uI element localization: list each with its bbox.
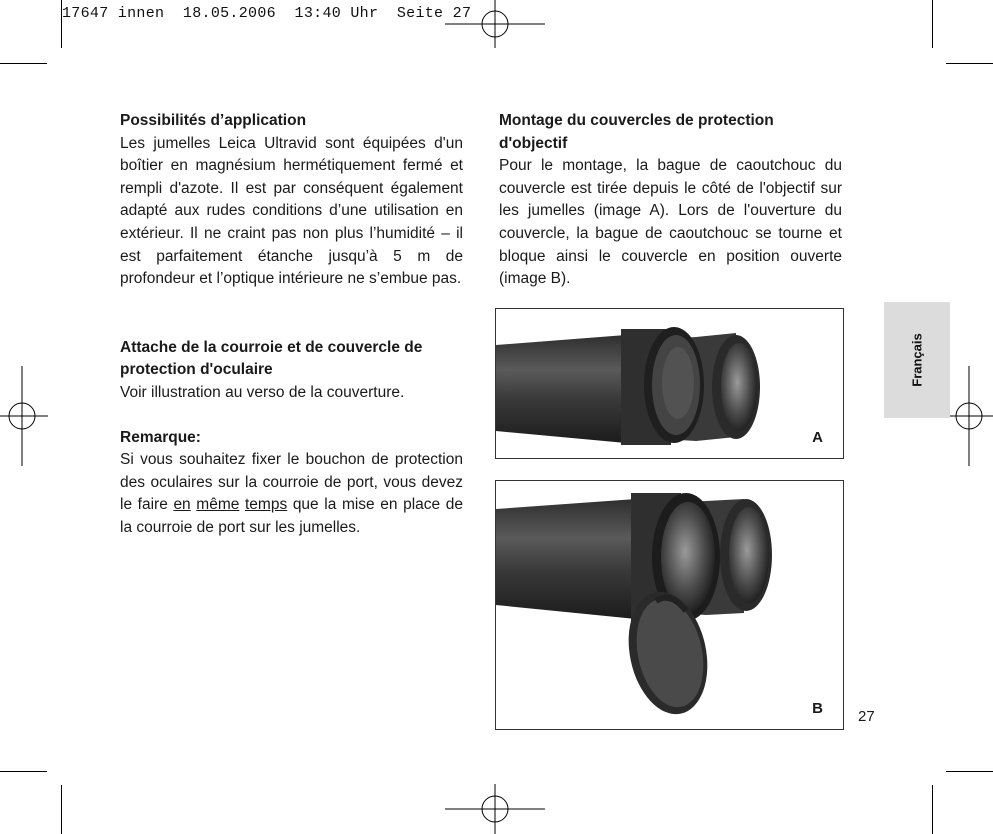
section-heading-strap: Attache de la courroie et de couvercle de protection d'oculaire (120, 338, 423, 379)
figure-b-label: B (812, 700, 823, 717)
binoculars-cap-closed-image (496, 309, 843, 458)
registration-mark-top (445, 0, 545, 50)
section-body-remark: Si vous souhaitez fixer le bouchon de protection des oculaires sur la courroie de port, vous devez le faire en même temps que la mise en place de la courroie de port sur les jumelles. (120, 451, 464, 536)
page-number: 27 (858, 708, 875, 725)
registration-mark-bottom (445, 784, 545, 834)
section-body-applications: Les jumelles Leica Ultravid sont équipées d'un boîtier en magnésium hermétiquement fermé et rempli d'azote. Il est par conséquent également adapté aux rudes conditions d’une utilisation en extérieur. Il ne craint pas non plus l’humidité – il est parfaitement étanche jusqu’à 5 m de profondeur et l’optique intérieure ne s’embue pas. (120, 134, 463, 288)
binoculars-cap-open-image (496, 481, 843, 729)
registration-mark-left (0, 366, 48, 466)
section-heading-mounting: Montage du couvercles de protection d'objectif (499, 112, 774, 152)
section-heading-remark: Remarque: (120, 428, 201, 446)
registration-mark-right (945, 366, 993, 466)
section-heading-applications: Possibilités d’application (120, 112, 307, 129)
language-tab (884, 302, 950, 418)
figure-a (495, 308, 844, 459)
section-body-mounting: Pour le montage, la bague de caoutchouc du couvercle est tirée depuis le côté de l'objectif sur les jumelles (image A). Lors de l'ouverture du couvercle, la bague de caoutchouc se tourne et bloque ainsi le couvercle en position ouverte (image B). (499, 157, 842, 288)
right-column (499, 110, 842, 291)
language-tab-label: Français (909, 333, 925, 387)
section-body-strap: Voir illustration au verso de la couverture. (120, 383, 405, 401)
figure-a-label: A (812, 429, 823, 446)
print-slug: 17647 innen 18.05.2006 13:40 Uhr Seite 27 (62, 5, 472, 22)
figure-b (495, 480, 844, 730)
left-column (120, 110, 463, 540)
